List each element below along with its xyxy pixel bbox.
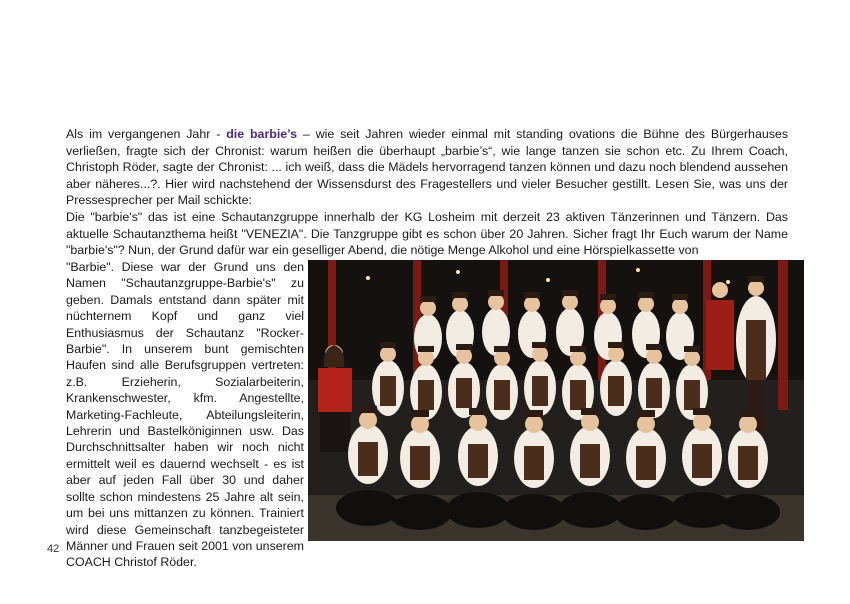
intro-text-after: – wie seit Jahren wieder einmal mit standing ovations die Bühne des Bürgerhauses verließen, fragte sich der Chronist: warum heißen die überhaupt „barbie’s“, wie lange tanzen sie schon etc. Zu Ihrem Coach, Christoph Röder, sagte der Chronist: ... ich weiß, dass die Mädels hervorragend tanzen können und dazu noch blendend aussehen aber näheres...?. Hier wird nachstehend der Wissensdurst des Fragestellers und vieler Besucher gestillt. Lesen Sie, was uns der Pressesprecher per Mail schickte: <box>66 127 789 208</box>
body-paragraph-top: Die "barbie's" das ist eine Schautanzgruppe innerhalb der KG Losheim mit derzeit 23 aktiven Tänzerinnen und Tänzern. Das aktuelle Schautanzthema heißt "VENEZIA". Die Tanzgruppe gibt es schon über 20 Jahren. Sicher fragt Ihr Euch warum der Name "barbie's"? Nun, der Grund dafür war ein geselliger Abend, die nötige Menge Alkohol und eine Hörspielkassette von <box>66 210 788 258</box>
group-photo <box>308 260 804 541</box>
intro-text-before: Als im vergangenen Jahr - <box>66 127 227 141</box>
body-paragraph-side: "Barbie". Diese war der Grund uns den Namen "Schautanzgruppe-Barbie's" zu geben. Damals entstand dann später mit nüchternem Kopf und ganz viel Enthusiasmus der Schautanz "Rocker-Barbie". In unserem bunt gemischten Haufen sind alle Berufsgruppen vertreten: z.B. Erzieherin, Sozialarbeiterin, Krankenschwester, kfm. Angestellte, Marketing-Fachleute, Abteilungsleiterin, Lehrerin und Bastelköniginnen usw. Das Durchschnittsalter haben wir noch nicht ermittelt weil es dauernd wechselt - es ist aber auf jeden Fall über 30 und daher sollte schon mindestens 25 Jahre alt sein, um bei uns mittanzen zu können. Trainiert wird diese Gemeinschaft tanzbegeisteter Männer und Frauen seit 2001 von unserem COACH Christof Röder. <box>66 260 304 570</box>
group-photo-illustration <box>308 260 804 541</box>
group-name-highlight: die barbie’s <box>226 127 298 141</box>
intro-paragraph <box>66 126 788 209</box>
page-number: 42 <box>47 543 60 555</box>
